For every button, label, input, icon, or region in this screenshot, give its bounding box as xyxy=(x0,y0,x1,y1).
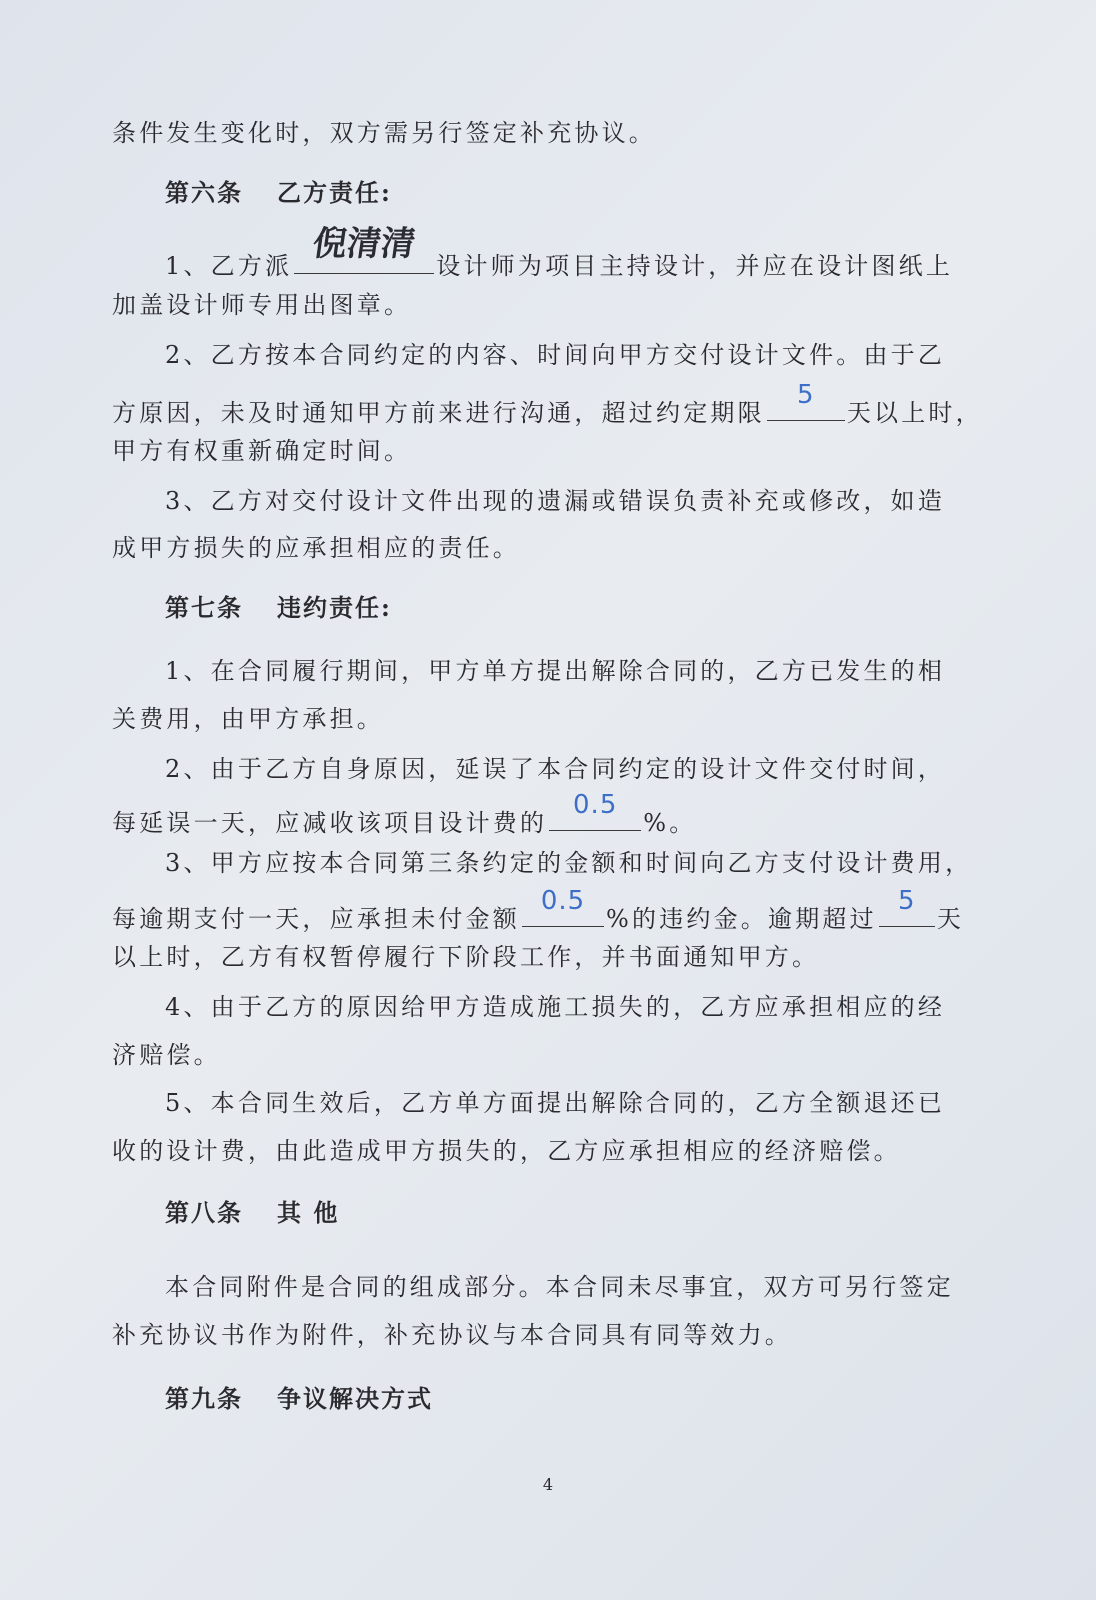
handwritten-value: 5 xyxy=(898,886,916,916)
text-line: 关费用，由甲方承担。 xyxy=(112,705,384,733)
deadline-days-blank xyxy=(767,380,845,421)
text-line: 本合同附件是合同的组成部分。本合同未尽事宜，双方可另行签定 xyxy=(165,1273,954,1301)
article-number: 第六条 xyxy=(165,178,243,207)
article-number: 第九条 xyxy=(165,1384,243,1413)
text-line: 甲方有权重新确定时间。 xyxy=(112,437,412,465)
text-line: 1、乙方派 倪清清 设计师为项目主持设计，并应在设计图纸上 xyxy=(165,224,954,280)
article-7-heading xyxy=(165,593,962,623)
article-title: 乙方责任: xyxy=(277,178,392,207)
text-line: 2、由于乙方自身原因，延误了本合同约定的设计文件交付时间， xyxy=(165,755,946,783)
article-9-heading xyxy=(165,1384,962,1414)
text-line: 每逾期支付一天，应承担未付金额 0.5 %的违约金。逾期超过 5 天 xyxy=(112,886,965,933)
text-line: 1、在合同履行期间，甲方单方提出解除合同的，乙方已发生的相 xyxy=(165,657,946,685)
article-title: 争议解决方式 xyxy=(277,1384,433,1413)
text-line: 加盖设计师专用出图章。 xyxy=(112,291,412,319)
overdue-days-blank xyxy=(879,886,935,927)
designer-name-blank xyxy=(294,224,434,274)
handwritten-value: 5 xyxy=(797,380,815,410)
handwritten-value: 0.5 xyxy=(573,790,618,820)
text-line: 条件发生变化时，双方需另行签定补充协议。 xyxy=(112,119,656,147)
text-line: 成甲方损失的应承担相应的责任。 xyxy=(112,534,520,562)
text-line: 3、甲方应按本合同第三条约定的金额和时间向乙方支付设计费用， xyxy=(165,849,973,877)
text-line: 收的设计费，由此造成甲方损失的，乙方应承担相应的经济赔偿。 xyxy=(112,1137,901,1165)
handwritten-value: 0.5 xyxy=(540,886,586,916)
text-line: 方原因，未及时通知甲方前来进行沟通，超过约定期限 5 天以上时， xyxy=(112,380,983,427)
article-8-heading xyxy=(165,1198,962,1228)
article-number: 第八条 xyxy=(165,1198,243,1227)
article-number: 第七条 xyxy=(165,593,243,622)
article-title: 其 他 xyxy=(277,1198,340,1227)
article-6-heading xyxy=(165,178,962,208)
penalty-rate-blank xyxy=(522,886,604,927)
text-line: 2、乙方按本合同约定的内容、时间向甲方交付设计文件。由于乙 xyxy=(165,341,946,369)
handwritten-signature: 倪清清 xyxy=(310,224,419,264)
fee-reduction-blank xyxy=(549,790,641,831)
text-line: 4、由于乙方的原因给甲方造成施工损失的，乙方应承担相应的经 xyxy=(165,993,946,1021)
text-line: 济赔偿。 xyxy=(112,1041,221,1069)
page-number: 4 xyxy=(542,1475,554,1494)
text-line: 3、乙方对交付设计文件出现的遗漏或错误负责补充或修改，如造 xyxy=(165,487,946,515)
text-line: 以上时，乙方有权暂停履行下阶段工作，并书面通知甲方。 xyxy=(112,943,820,971)
article-title: 违约责任: xyxy=(277,593,392,622)
text-line: 补充协议书作为附件，补充协议与本合同具有同等效力。 xyxy=(112,1321,792,1349)
text-line: 5、本合同生效后，乙方单方面提出解除合同的，乙方全额退还已 xyxy=(165,1089,946,1117)
text-line: 每延误一天，应减收该项目设计费的 0.5 %。 xyxy=(112,790,697,837)
